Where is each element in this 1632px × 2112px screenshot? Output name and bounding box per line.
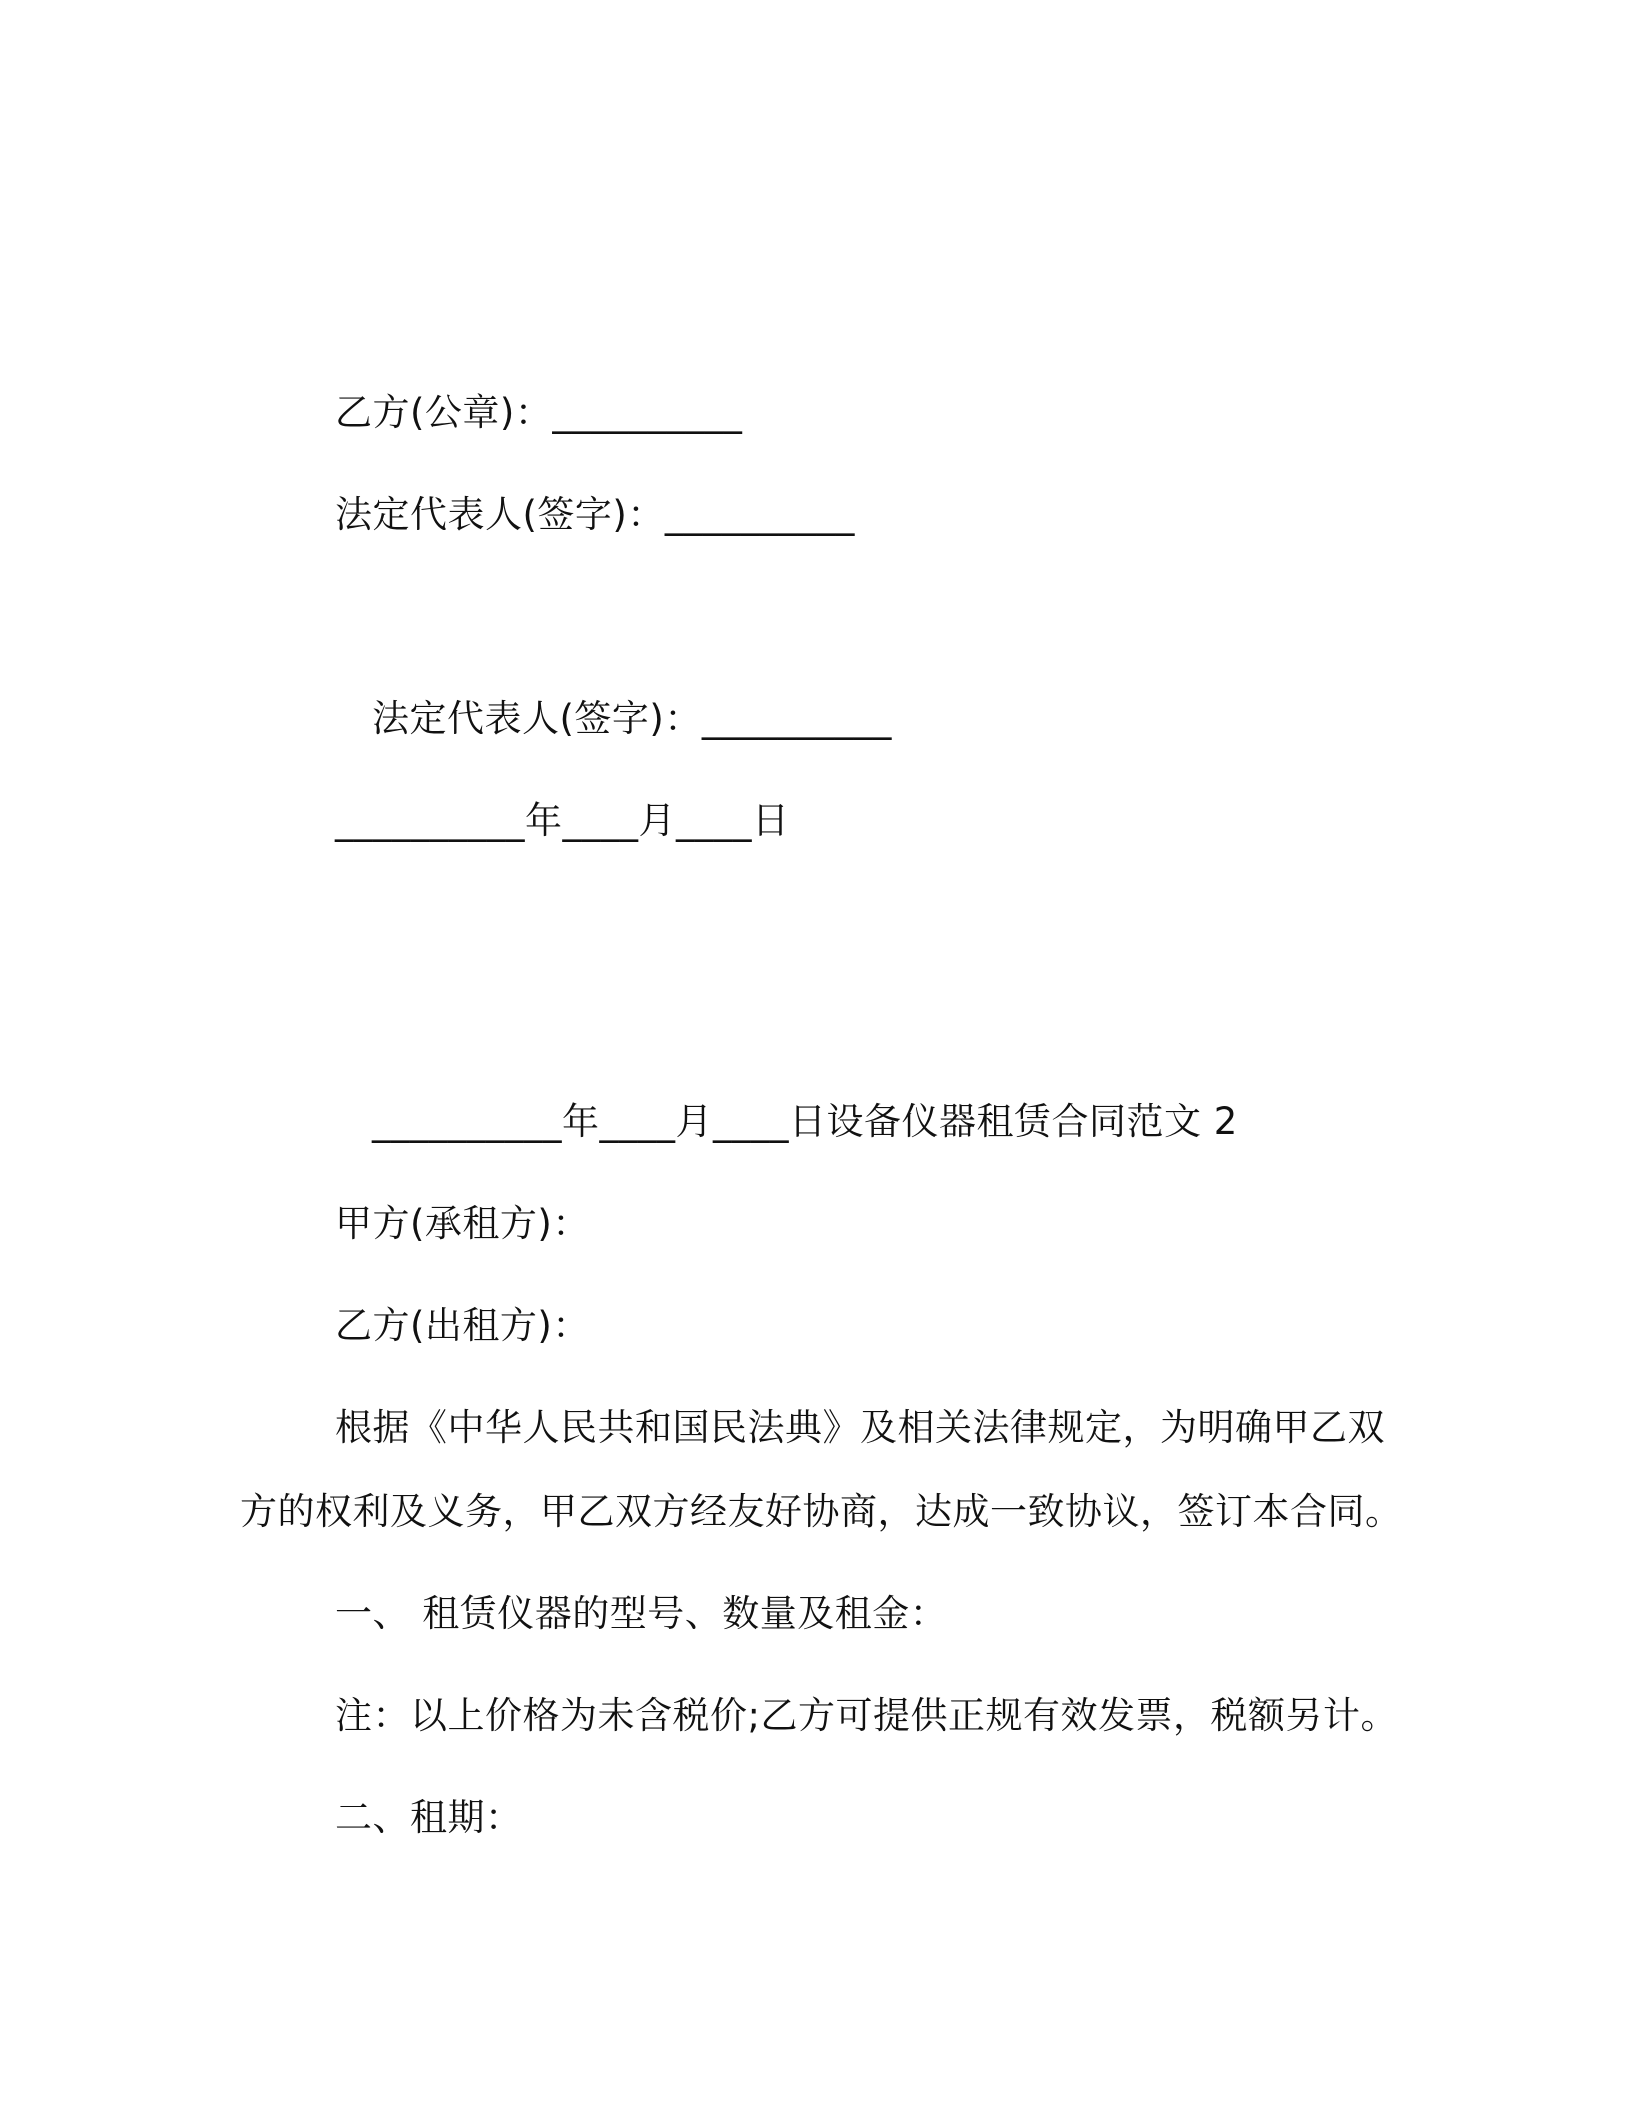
signature-date-line: __________年____月____日 (335, 799, 790, 842)
section-heading-2: 二、租期： (335, 1796, 523, 1839)
intro-paragraph-line-2: 方的权利及义务，甲乙双方经友好协商，达成一致协议，签订本合同。 (240, 1490, 1403, 1533)
legal-rep-signature-line-2: 法定代表人(签字)：__________ (372, 697, 892, 740)
party-b-line: 乙方(出租方)： (335, 1304, 590, 1347)
party-b-seal-line: 乙方(公章)：__________ (335, 391, 743, 434)
intro-paragraph-line-1: 根据《中华人民共和国民法典》及相关法律规定，为明确甲乙双 (335, 1406, 1385, 1449)
price-note: 注：以上价格为未含税价;乙方可提供正规有效发票，税额另计。 (335, 1694, 1398, 1737)
section-heading-1: 一、 租赁仪器的型号、数量及租金： (335, 1592, 948, 1635)
contract-title: __________年____月____日设备仪器租赁合同范文 2 (372, 1100, 1238, 1143)
legal-rep-signature-line-1: 法定代表人(签字)：__________ (335, 493, 855, 536)
party-a-line: 甲方(承租方)： (335, 1202, 590, 1245)
